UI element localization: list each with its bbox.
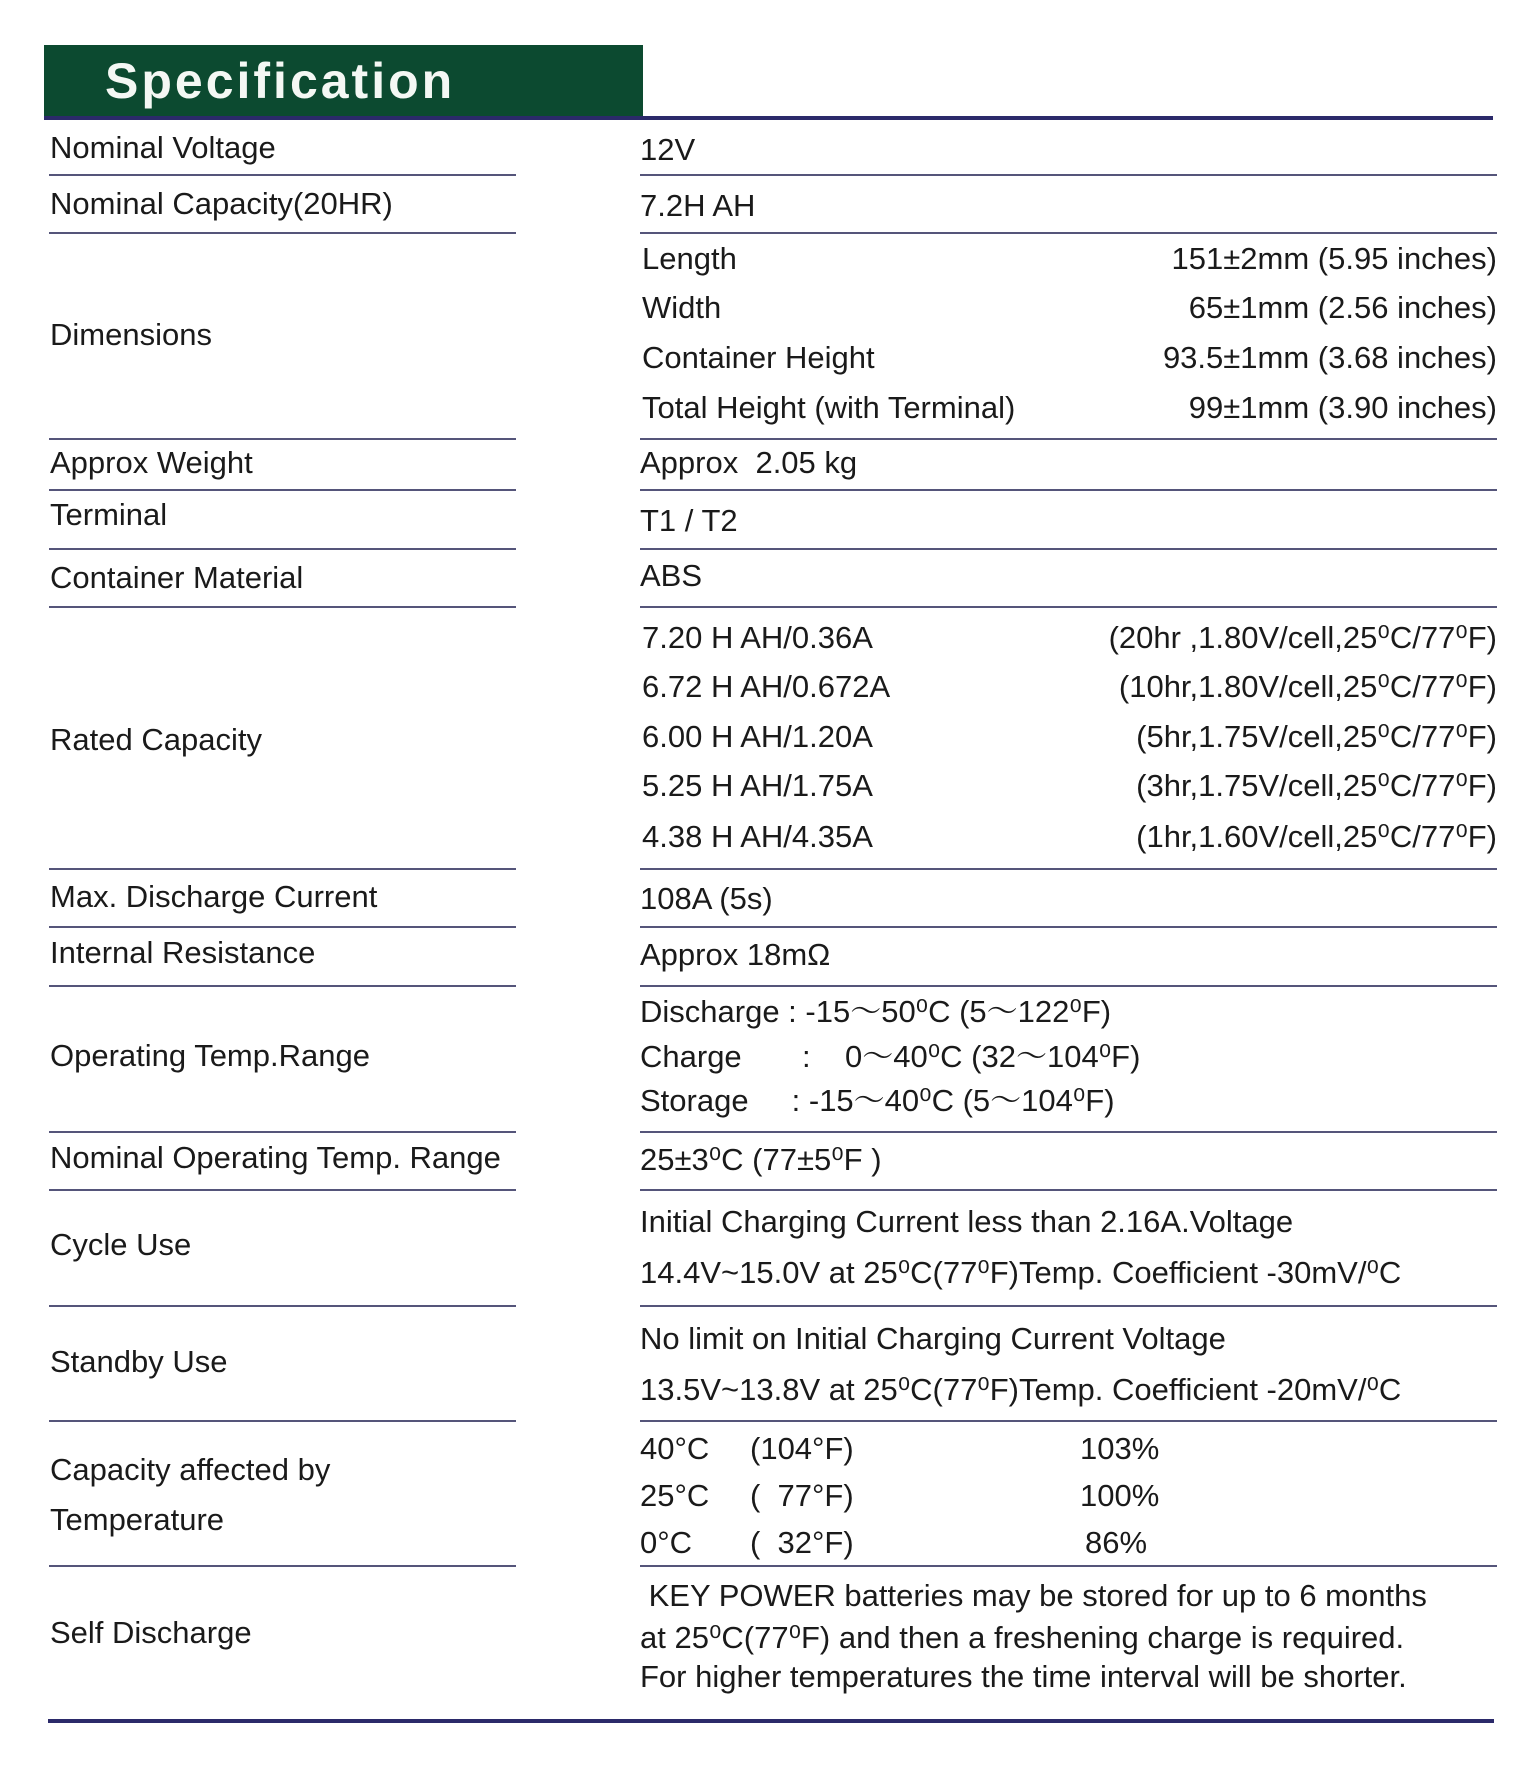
separator [640,1189,1497,1191]
separator [49,1131,516,1133]
separator [49,1189,516,1191]
nominal-operating-temp-label: Nominal Operating Temp. Range [50,1140,501,1175]
dimension-value: 99±1mm (3.90 inches) [1188,390,1497,425]
operating-temp-label: Operating Temp.Range [50,1038,370,1073]
separator [49,438,516,440]
separator [640,1565,1497,1567]
max-discharge-value: 108A (5s) [640,881,773,916]
rated-capacity-condition: (10hr,1.80V/cell,25⁰C/77⁰F) [1118,669,1497,704]
separator [640,1305,1497,1307]
max-discharge-label: Max. Discharge Current [50,879,378,914]
header-rule [44,116,1493,120]
separator [49,926,516,928]
dimension-name: Total Height (with Terminal) [642,390,1016,425]
separator [640,438,1497,440]
terminal-value: T1 / T2 [640,503,738,538]
capacity-temp-label-line2: Temperature [50,1502,225,1537]
capacity-temp-fahrenheit: ( 32°F) [750,1525,854,1560]
rated-capacity-amount: 6.00 H AH/1.20A [642,719,873,754]
dimensions-label: Dimensions [50,317,212,352]
separator [640,232,1497,234]
operating-temp-line: Storage : -15～40⁰C (5～104⁰F) [640,1083,1115,1118]
capacity-temp-fahrenheit: (104°F) [750,1431,854,1466]
internal-resistance-value: Approx 18mΩ [640,937,831,972]
approx-weight-label: Approx Weight [50,445,253,480]
nominal-operating-temp-value: 25±3⁰C (77±5⁰F ) [640,1142,882,1177]
nominal-capacity-label: Nominal Capacity(20HR) [50,186,393,221]
self-discharge-label: Self Discharge [50,1615,252,1650]
nominal-capacity-value: 7.2H AH [640,188,756,223]
capacity-temp-celsius: 0°C [640,1525,693,1560]
container-material-label: Container Material [50,560,304,595]
nominal-voltage-value: 12V [640,132,696,167]
capacity-temp-percent: 100% [1080,1478,1160,1513]
dimension-name: Length [642,241,737,276]
rated-capacity-amount: 4.38 H AH/4.35A [642,819,873,854]
rated-capacity-condition: (1hr,1.60V/cell,25⁰C/77⁰F) [1136,819,1497,854]
dimension-value: 151±2mm (5.95 inches) [1171,241,1497,276]
separator [49,489,516,491]
self-discharge-line: For higher temperatures the time interval will be shorter. [640,1659,1407,1694]
rated-capacity-label: Rated Capacity [50,722,262,757]
approx-weight-value: Approx 2.05 kg [640,445,858,480]
footer-rule [48,1719,1494,1723]
standby-use-line: No limit on Initial Charging Current Voltage [640,1321,1226,1356]
separator [640,926,1497,928]
separator [49,174,516,176]
separator [640,606,1497,608]
page-title: Specification [105,53,456,109]
capacity-temp-celsius: 25°C [640,1478,710,1513]
rated-capacity-amount: 6.72 H AH/0.672A [642,669,891,704]
rated-capacity-amount: 7.20 H AH/0.36A [642,620,873,655]
cycle-use-line: Initial Charging Current less than 2.16A.Voltage [640,1204,1294,1239]
separator [640,1420,1497,1422]
self-discharge-line: KEY POWER batteries may be stored for up to 6 months [640,1578,1427,1613]
separator [49,1305,516,1307]
capacity-temp-fahrenheit: ( 77°F) [750,1478,854,1513]
separator [640,548,1497,550]
terminal-label: Terminal [50,497,168,532]
dimension-name: Width [642,290,722,325]
capacity-temp-label-line1: Capacity affected by [50,1452,331,1487]
cycle-use-label: Cycle Use [50,1227,192,1262]
separator [49,548,516,550]
standby-use-line: 13.5V~13.8V at 25⁰C(77⁰F)Temp. Coefficient -20mV/⁰C [640,1372,1402,1407]
separator [49,232,516,234]
standby-use-label: Standby Use [50,1344,228,1379]
capacity-temp-percent: 103% [1080,1431,1160,1466]
separator [640,174,1497,176]
separator [640,985,1497,987]
separator [640,1131,1497,1133]
separator [640,489,1497,491]
separator [640,868,1497,870]
internal-resistance-label: Internal Resistance [50,935,316,970]
container-material-value: ABS [640,558,703,593]
rated-capacity-condition: (3hr,1.75V/cell,25⁰C/77⁰F) [1136,768,1497,803]
rated-capacity-condition: (20hr ,1.80V/cell,25⁰C/77⁰F) [1108,620,1497,655]
capacity-temp-percent: 86% [1085,1525,1148,1560]
spec-header [44,45,643,118]
separator [49,606,516,608]
dimension-name: Container Height [642,340,875,375]
capacity-temp-celsius: 40°C [640,1431,710,1466]
rated-capacity-condition: (5hr,1.75V/cell,25⁰C/77⁰F) [1136,719,1497,754]
operating-temp-line: Charge : 0～40⁰C (32～104⁰F) [640,1039,1141,1074]
dimension-value: 65±1mm (2.56 inches) [1188,290,1497,325]
separator [49,868,516,870]
self-discharge-line: at 25⁰C(77⁰F) and then a freshening charge is required. [640,1620,1405,1655]
operating-temp-line: Discharge : -15～50⁰C (5～122⁰F) [640,994,1112,1029]
separator [49,1420,516,1422]
separator [49,985,516,987]
nominal-voltage-label: Nominal Voltage [50,130,276,165]
separator [49,1565,516,1567]
cycle-use-line: 14.4V~15.0V at 25⁰C(77⁰F)Temp. Coefficient -30mV/⁰C [640,1255,1402,1290]
rated-capacity-amount: 5.25 H AH/1.75A [642,768,873,803]
dimension-value: 93.5±1mm (3.68 inches) [1162,340,1497,375]
